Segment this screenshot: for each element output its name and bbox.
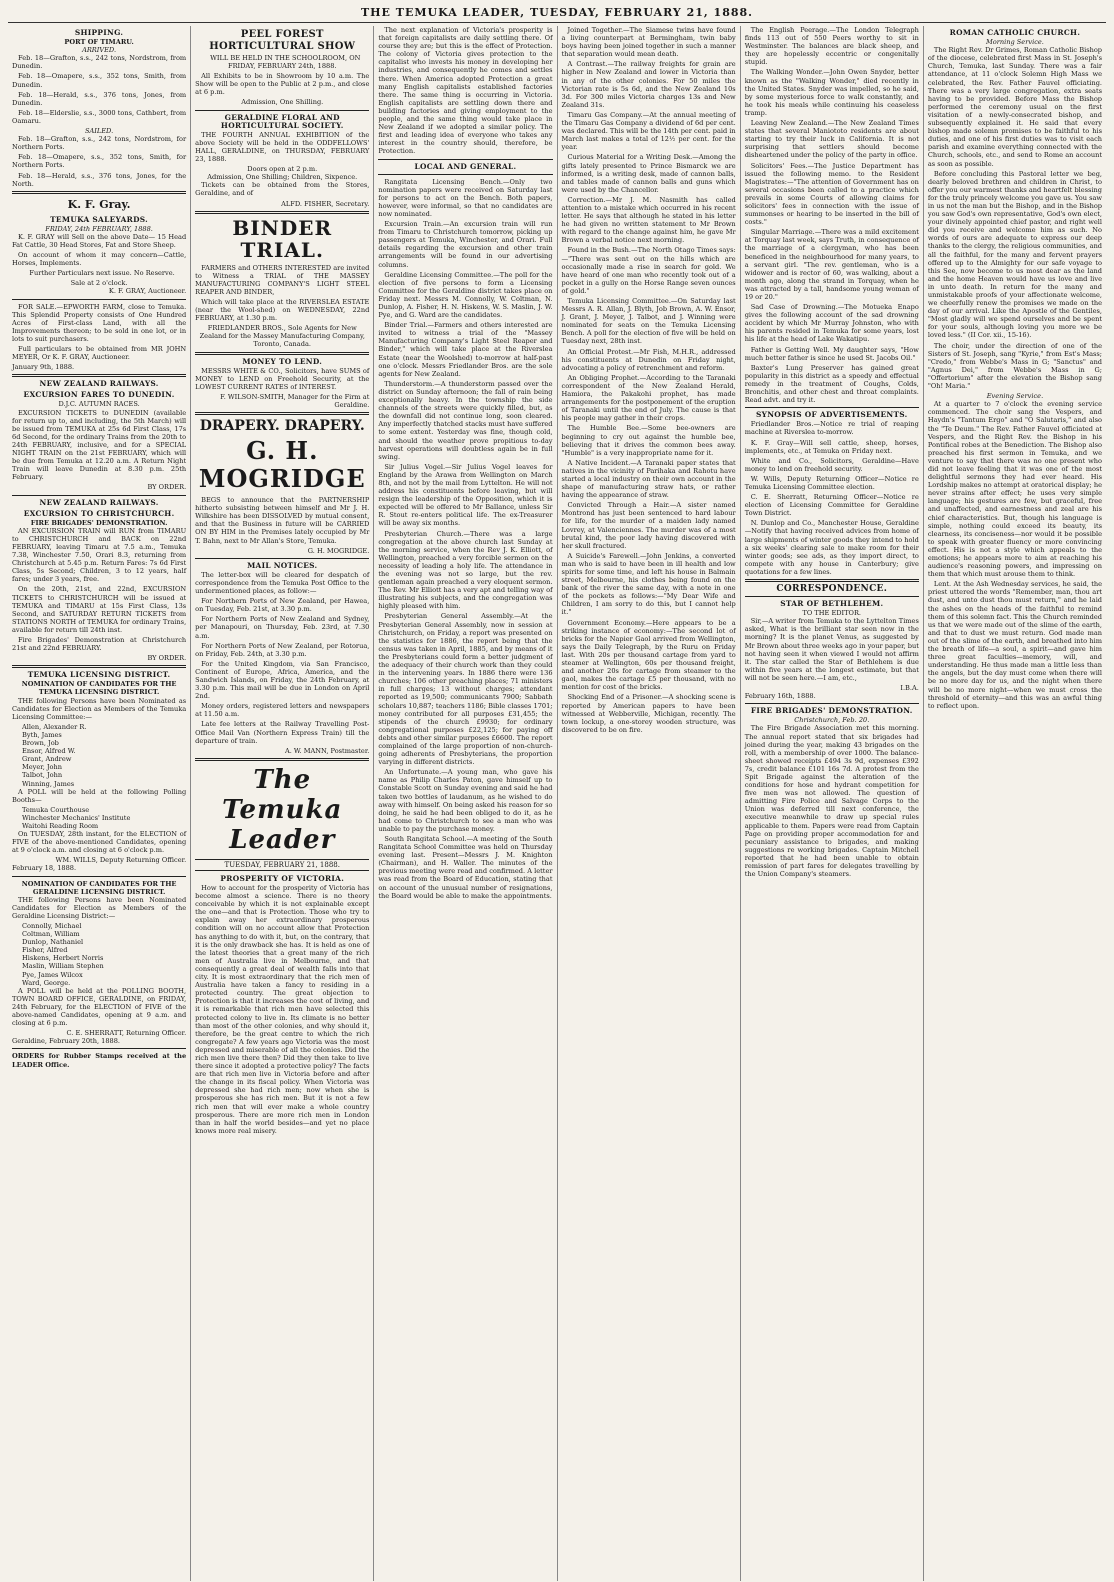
arrival-1: Feb. 18—Grafton, s.s., 242 tons, Nordstrom, from Dunedin. — [12, 54, 187, 71]
arrival-2: Feb. 18—Omapere, s.s., 352 tons, Smith, from Dunedin. — [12, 72, 187, 89]
poll-2-signature: C. E. SHERRATT, Returning Officer. — [66, 1029, 187, 1038]
peel-admission: Admission, One Shilling. — [241, 98, 324, 107]
star-date: February 16th, 1888. — [744, 692, 816, 701]
for-sale-date: January 9th, 1888. — [12, 363, 75, 372]
geraldine-signature: ALFD. FISHER, Secretary. — [281, 199, 370, 208]
news-item-19: Solicitors' Fees.—The Justice Department has issued the following memo. to the Resident Magistrates:—"The attention of Government has on several occasions been called to a practice which prevails in some Courts of allowing claims for solicitors' fees in connection with the issue of summonses or hearing to be inserted in the bill of costs." — [744, 161, 919, 227]
poll-text-2: On TUESDAY, 28th instant, for the ELECTION of FIVE of the above-mentioned Candidates, opening at 9 o'clock a.m. and closing at 6 o'clock p.m. — [12, 830, 187, 855]
fire-text: The Fire Brigade Association met this morning. The annual report stated that six brigades had joined during the year, making 43 brigades on the roll, with a membership of over 1000. The balance-sheet showed receipts £494 3s 9d, expenses £392 7s, credit balance £101 16s 7d. A protest from the Spit Brigade against the alteration of the conditions for hose and hydrant competition for five men was not allowed. The question of admitting Fire Police and Salvage Corps to the Union was deferred till next conference, the executive meanwhile to draw up special rules applicable to them. Papers were read from Captain Page on providing proper accommodation for and pecuniary assistance to brigades, and making suggestions re working brigades. Captain Mitchell reported that he had been unable to obtain remission of part fares for delegates travelling by the Union Company's steamers. — [744, 724, 919, 879]
local-item-6: Sir Julius Vogel.—Sir Julius Vogel leaves for England by the Arawa from Wellington on March 8th, and not by the mail from Lyttelton. He will not address his constituents before leaving, but will resign the leadership of the Opposition, which it is expected will be offered to Mr Ballance, unless Sir R. Stout re-enters political life. The ex-Treasurer will be away six months. — [378, 462, 553, 528]
columns — [8, 26, 1106, 1581]
geraldine-admission: Admission, One Shilling; Children, Sixpence. — [207, 173, 358, 182]
orders-notice: ORDERS for Rubber Stamps received at the LEADER Office. — [12, 1052, 187, 1069]
news-item-18: Leaving New Zealand.—The New Zealand Times states that several Maniototo residents are about starting to try their luck in California. It is not surprising that settlers should become disheartened under the policy of the party in office. — [744, 119, 919, 160]
geraldine-doors: Doors open at 2 p.m. — [247, 165, 318, 174]
column-3 — [374, 26, 557, 1581]
local-item-1: Rangitata Licensing Bench.—Only two nomination papers were received on Saturday last for persons to act on the Bench. Both papers, however, were informal, so that no candidates are now nominated. — [378, 177, 553, 218]
poll-text: A POLL will be held at the following Polling Booths— — [12, 787, 187, 804]
news-item-22: Father is Getting Well. My daughter says, "How much better father is since he used St. Jacobs Oil." — [744, 345, 919, 362]
news-item-21: Sad Case of Drowning.—The Motueka Enapo gives the following account of the sad drowning accident by which Mr Murray Johnston, who with his parents resided in Temuka for some years, lost his life at the head of Lake Wakatipu. — [744, 303, 919, 344]
list-item: Winchester Mechanics' Institute — [22, 813, 131, 822]
money-heading: MONEY TO LEND. — [242, 356, 323, 366]
list-item: Ward, George. — [22, 978, 71, 987]
binder-signature: FRIEDLANDER BROS., Sole Agents for New Zealand for the Massey Manufacturing Company, Toronto, Canada. — [199, 324, 365, 349]
railways-heading-2: NEW ZEALAND RAILWAYS. — [39, 497, 159, 507]
shipping-heading: SHIPPING. — [74, 28, 124, 37]
synopsis-4: W. Wills, Deputy Returning Officer—Notice re Temuka Licensing Committee election. — [744, 474, 919, 491]
mail-signature: A. W. MANN, Postmaster. — [284, 746, 370, 755]
excursion-order: BY ORDER. — [147, 483, 187, 492]
djc-heading: D.J.C. AUTUMN RACES. — [58, 400, 140, 409]
money-signature: F. WILSON-SMITH, Manager for the Firm at Geraldine. — [220, 392, 370, 409]
star-signature: I.B.A. — [900, 684, 919, 693]
gray-text-3: Further Particulars next issue. No Reserve. — [29, 269, 175, 278]
news-item-8: An Official Protest.—Mr Fish, M.H.R., addressed his constituents at Dunedin on Friday night, advocating a policy of retrenchment and reform. — [561, 347, 736, 372]
news-item-14: Government Economy.—Here appears to be a striking instance of economy:—The second lot of bricks for the Napier Gaol arrived from Wellington, says the Daily Telegraph, by the Ruru on Friday last. With 20s per thousand cartage from yard to steamer at Wellington, 60s per thousand freight, and another 20s for cartage from steamer to the gaol, makes the cartage £5 per thousand, with no mention for cost of the bricks. — [561, 618, 736, 692]
list-item: Coltman, William — [22, 930, 80, 939]
local-item-10: South Rangitata School.—A meeting of the South Rangitata School Committee was held on Thursday evening last. Present—Messrs J. M. Knighton (Chairman), and H. Waller. The minutes of the previous meeting were read and confirmed. A letter was read from the Board of Education, stating that on account of the unusual number of resignations, the Board would be able to make the appointments. — [378, 835, 553, 900]
sailing-2: Feb. 18—Omapere, s.s., 352 tons, Smith, for Northern Ports. — [12, 153, 187, 170]
money-text: MESSRS WHITE & CO., Solicitors, have SUMS of MONEY to LEND on Freehold Security, at the LOWEST CURRENT RATES of INTEREST. — [195, 366, 370, 391]
list-item: Meyer, John — [22, 763, 63, 772]
local-item-7: Presbyterian Church.—There was a large congregation at the above church last Sunday at the morning service, when the Rev J. K. Elliott, of Wellington, preached a very forcible sermon on the necessity of leading a holy life. The attendance in the evening was not so large, but the rev. gentleman again preached a very eloquent sermon. The Rev. Mr Elliott has a very apt and telling way of illustrating his subjects, and the congregation was highly pleased with him. — [378, 529, 553, 611]
column-4 — [558, 26, 741, 1581]
to-the-editor: TO THE EDITOR. — [802, 609, 862, 618]
column-6 — [924, 26, 1106, 1581]
poll-2-text: A POLL will be held at the POLLING BOOTH, TOWN BOARD OFFICE, GERALDINE, on FRIDAY, 24th February, for the ELECTION of FIVE of the above-named Candidates, opening at 9 a.m. and closing at 6 p.m. — [12, 986, 187, 1028]
binder-text-2: Which will take place at the RIVERSLEA ESTATE (near the Wool-shed) on WEDNESDAY, 22nd FEBRUARY, at 1.30 p.m. — [195, 297, 370, 323]
news-item-20: Singular Marriage.—There was a mild excitement at Torquay last week, says Truth, in consequence of the marriage of a clergyman, who has been beneficed in the neighbourhood for many years, to a servant girl. "The rev. gentleman, who is a widower and is rector of 60, was walking, about a month ago, along the strand in Torquay, when he was attracted by a tall, handsome young woman of 19 or 20." — [744, 228, 919, 301]
morning-service-heading: Morning Service. — [986, 38, 1044, 47]
nominee-list — [12, 723, 186, 788]
port-heading: PORT OF TIMARU. — [64, 38, 134, 47]
news-item-5: Correction.—Mr J. M. Nasmith has called attention to a mistake which occurred in his recent letter. He says that although he stated in his letter he had given no written statement to Mr Brown with regard to the change against him, he gave Mr Brown a verbal notice next morning. — [561, 195, 736, 245]
mogridge-heading: G. H. MOGRIDGE — [198, 436, 366, 494]
rc-text-3: The choir, under the direction of one of the Sisters of St. Joseph, sang "Kyrie," from Est's Mass; "Credo," from Webbe's Mass in G; "Sanctus" and "Agnus Dei," from Webbe's Mass in G; "Offertorium" after the elevation the Bishop sang "Oh! Maria." — [927, 341, 1103, 391]
local-item-5: Thunderstorm.—A thunderstorm passed over the district on Sunday afternoon; the fall of rain being exceptionally heavy. In the township the side channels of the streets were quickly filled, but, as the downfall did not continue long, soon cleared. Any imperfectly thatched stacks must have suffered to some extent. Yesterday was fine, though cold, and should the weather prove propitious to-day harvest operations will doubtless again be in full swing. — [378, 379, 553, 461]
excursion-2-text-3: Fire Brigades' Demonstration at Christchurch 21st and 22nd FEBRUARY. — [12, 636, 187, 653]
column-5 — [741, 26, 924, 1581]
news-item-9: An Obliging Prophet.—According to the Taranaki correspondent of the New Zealand Herald, Hamiora, the Pakakohi prophet, has made arrangements for the postponement of the eruption of Taranaki until the end of July. The cause is that his people may gather in their crops. — [561, 373, 736, 423]
sale-date: FRIDAY, 24th FEBRUARY, 1888. — [45, 224, 153, 233]
local-general-heading: LOCAL AND GENERAL. — [414, 161, 517, 171]
mogridge-signature: G. H. MOGRIDGE. — [307, 546, 370, 555]
mail-heading: MAIL NOTICES. — [247, 560, 318, 570]
list-item: Connolly, Michael — [22, 922, 82, 930]
synopsis-heading: SYNOPSIS OF ADVERTISEMENTS. — [756, 410, 908, 420]
list-item: Byth, James — [22, 730, 62, 739]
excursion-dunedin-heading: EXCURSION FARES TO DUNEDIN. — [23, 390, 175, 400]
correspondence-heading: CORRESPONDENCE. — [776, 584, 888, 594]
list-item: Talbot, John — [22, 771, 63, 780]
masthead: THE TEMUKA LEADER, TUESDAY, FEBRUARY 21, 1888. — [8, 6, 1106, 23]
news-item-4: Curious Material for a Writing Desk.—Among the gifts lately presented to Prince Bismarck we are informed, is a writing desk, made of cannon balls, and tables made of cannon balls and guns which were used by the Chancellor. — [561, 153, 736, 194]
leader-date: TUESDAY, FEBRUARY 21, 1888. — [195, 859, 369, 871]
excursion-christchurch-heading: EXCURSION TO CHRISTCHURCH. — [23, 508, 175, 518]
list-item: Pye, James Wilcox — [22, 970, 83, 979]
nominee-list-2 — [12, 922, 186, 987]
mail-text-6: Money orders, registered letters and newspapers at 11.50 a.m. — [195, 702, 370, 719]
news-item-2: A Contrast.—The railway freights for grain are higher in New Zealand and lower in Victoria than in any of the other colonies. For 50 miles the Victorian rate is 5s 6d, and the New Zealand 10s 3d. For 300 miles Victoria charges 13s and New Zealand 31s. — [561, 60, 736, 109]
list-item: Waitohi Reading Room — [22, 821, 99, 830]
list-item: Fisher, Alfred — [22, 946, 68, 955]
arrived-label: ARRIVED. — [82, 46, 117, 55]
peel-text-2: All Exhibits to be in Showroom by 10 a.m. The Show will be open to the Public at 2 p.m., and close at 6 p.m. — [195, 72, 370, 97]
news-item-16: The English Peerage.—The London Telegraph finds 113 out of 550 Peers worthy to sit in Westminster. The balances are black sheep, and they are hopelessly eccentric or congenitally stupid. — [744, 26, 919, 67]
list-item: Dunlop, Nathaniel — [22, 938, 84, 947]
synopsis-6: N. Dunlop and Co., Manchester House, Geraldine—Notify that having received advices from home of large shipments of winter goods they intend to hold a six weeks' clearing sale to make room for their winter goods; see ads, as they import direct, to compete with any house in Canterbury; give quotations for a few lines. — [744, 519, 919, 576]
rc-text-4: At a quarter to 7 o'clock the evening service commenced. The choir sang the Vespers, and Haydn's "Tantum Ergo" and "O Salutaris," and also the "Te Deum." The Rev. Father Fauvel officiated at Vespers, and the Right Rev. the Bishop in his Pontifical robes at the Benediction. The Bishop also preached his first sermon in Temuka, and we venture to say that there was no one present who did not leave feeling that it was one of the most delightful sermons they had ever heard. His Lordship makes no attempt at oratorical display; he never strains after effect; he uses very simple language; his gestures are few, but graceful, free and unaffected, and earnestness and zeal are his chief characteristics. But, though his language is simple, nothing could exceed its beauty, its clearness, its conciseness—nor would it be possible to speak with greater fluency or more convincing effect. His is not a style which appeals to the emotions; he appears more to aim at reaching his audience's reasoning powers, and impressing on them that which must arouse them to think. — [927, 400, 1103, 579]
licensing-heading: TEMUKA LICENSING DISTRICT. — [27, 670, 171, 680]
news-item-15: Shocking End of a Prisoner.—A shocking scene is reported by American papers to have been witnessed at Webberville, Michigan, recently. The town lockup, a one-storey wooden structure, was discovered to be on fire. — [561, 693, 736, 734]
peel-forest-heading: PEEL FOREST HORTICULTURAL SHOW — [209, 29, 356, 52]
news-item-11: A Native Incident.—A Taranaki paper states that natives in the vicinity of Parihaka and Rahotu have started a local industry on their own account in the shape of manufacturing straw hats, or rather having the appearance of straw. — [561, 458, 736, 500]
news-item-12: Convicted Through a Hair.—A sister named Montrond has just been sentenced to hard labour for life, for the murder of a maiden lady named Lovrey, at Valenciennes. The murder was of a most brutal kind, the poor lady having discovered with her skull fractured. — [561, 501, 736, 550]
binder-text: FARMERS and OTHERS INTERESTED are invited to Witness a TRIAL of THE MASSEY MANUFACTURING COMPANY'S LIGHT STEEL REAPER AND BINDER, — [195, 263, 370, 296]
list-item: Winning, James — [22, 779, 75, 788]
excursion-2-text-2: On the 20th, 21st, and 22nd, EXCURSION TICKETS to CHRISTCHURCH will be issued at TEMUKA and TIMARU at 15s First Class, 13s Second, and SATURDAY RETURN TICKETS from STATIONS NORTH of TEMUKA for ordinary Trains, available for return till 24th inst. — [12, 585, 187, 634]
news-item-1: Joined Together.—The Siamese twins have found a living counterpart at Bermingham, twin baby boys having been joined together in such a manner that separation would mean death. — [561, 26, 736, 59]
synopsis-2: K. F. Gray—Will sell cattle, sheep, horses, implements, etc., at Temuka on Friday next. — [744, 438, 919, 455]
mail-text-4: For Northern Ports of New Zealand, per Rotorua, on Friday, Feb. 24th, at 3.30 p.m. — [195, 641, 370, 658]
for-sale-text: FOR SALE.—EPWORTH FARM, close to Temuka. This Splendid Property consists of One Hundred Acres of First-class Land, with all the Improvements thereon; to be sold in one lot, or in lots to suit purchasers. — [12, 302, 187, 343]
news-item-13: A Suicide's Farewell.—John Jenkins, a converted man who is said to have been in ill health and low spirits for some time, and left his house in Balmain street, Melbourne, his clothes being found on the bank of the river the same day, with a note in one of the pockets as follows:—"My Dear Wife and Children, I am sorry to do this, but I cannot help it." — [561, 551, 736, 617]
star-heading: STAR OF BETHLEHEM. — [780, 599, 884, 609]
excursion-2-order: BY ORDER. — [147, 654, 187, 663]
arrival-4: Feb. 18—Elderslie, s.s., 3000 tons, Cathbert, from Oamaru. — [12, 108, 187, 125]
fire-brigades-heading: FIRE BRIGADES' DEMONSTRATION. — [750, 706, 913, 716]
local-item-4: Binder Trial.—Farmers and others interested are invited to witness a trial of the "Massey Manufacturing Company's Light Steel Reaper and Binder," which will take place at the Riversleа Estate (near the Woolshed) to-morrow at half-past one o'clock. Messrs Friedlander Bros. are the sole agents for New Zealand. — [378, 321, 553, 378]
list-item: Temuka Courthouse — [22, 805, 90, 814]
fire-demo-heading: FIRE BRIGADES' DEMONSTRATION. — [30, 518, 168, 527]
column-2 — [191, 26, 374, 1581]
poll-date: February 18, 1888. — [12, 864, 77, 873]
saleyards-heading: TEMUKA SALEYARDS. — [50, 214, 149, 224]
mail-text-2: For Northern Ports of New Zealand, per Hawea, on Tuesday, Feb. 21st, at 3.30 p.m. — [195, 597, 370, 614]
rc-text-1: The Right Rev. Dr Grimes, Roman Catholic Bishop of the diocese, celebrated first Mass in St. Joseph's Church, Temuka, last Sunday. There was a fair attendance, at 11 o'clock Solemn High Mass we celebrated, the Rev. Father Fauvel officiating. There was a very large congregation, extra seats having to be provided. Before Mass the Bishop performed the ceremony usual on the first visitation of a newly-consecrated bishop, and subsequently explained it. He said that every bishop made solemn promises to be faithful to his duties, and one of his first duties was to visit each parish and examine everything connected with the Church, schools, etc., and send to Rome an account as soon as possible. — [927, 46, 1103, 168]
nomination-heading: NOMINATION OF CANDIDATES FOR THE TEMUKA LICENSING DISTRICT. — [21, 680, 177, 697]
star-letter: Sir,—A writer from Temuka to the Lyttelton Times asked, What is the brilliant star seen now in the morning? It is the planet Venus, as suggested by Mr Brown about three weeks ago in your paper, but not having seen it when viewed I would not affirm it. The star called the Star of Bethlehem is due within five years at the longest estimate, but that will not be seen here.—I am, etc., — [744, 617, 919, 682]
excursion-2-text: AN EXCURSION TRAIN will RUN from TIMARU to CHRISTCHURCH and BACK on 22nd FEBRUARY, leaving Timaru at 7.5 a.m., Temuka 7.38, Winchester 7.50, Orari 8.3, returning from Christchurch at 5.45 p.m. Return Fares: 7s 6d First Class, 5s Second; Children, 3 to 12 years, half fares; under 3 years, free. — [12, 526, 187, 584]
gray-signature: K. F. GRAY, Auctioneer. — [108, 287, 187, 296]
synopsis-1: Friedlander Bros.—Notice re trial of reaping machine at Riverslea to-morrow. — [744, 420, 919, 437]
rc-text-5: Lent. At the Ash Wednesday services, he said, the priest uttered the words "Remember, man, thou art dust, and unto dust thou must return," and he laid the ashes on the heads of the faithful to remind them of this solemn fact. This the Church reminded us that we were made out of the slime of the earth, and that to dust we must return. God made man out of the slime of the earth, and breathed into him the breath of life—a soul, a spirit—and gave him three great faculties—memory, will, and understanding. He thus made man a little less than the angels, but the day must come when there will be no more day for us, and the night when there will be no more night—when we must cross the threshold of eternity—and this was an awful thing to reflect upon. — [927, 580, 1103, 710]
mogridge-text: BEGS to announce that the PARTNERSHIP hitherto subsisting between himself and Mr J. H. Wilkshire has been DISSOLVED by mutual consent, and that the Business in future will be CARRIED ON BY HIM in the Premises lately occupied by Mr T. Bahn, next to Mr Allan's Store, Temuka. — [195, 496, 370, 545]
editorial-continued: The next explanation of Victoria's prosperity is that foreign capitalists are daily settling there. Of course they are; but this is the effect of Protection. The colony of Victoria gives protection to the capitalist who invests his money in developing her industries, and consequently he comes and settles there. When America adopted Protection a great many English capitalists established factories there. The same thing is occurring in Victoria. English capitalists are settling down there and building factories and giving employment to the people, and the same thing would take place in New Zealand if we adopted a similar policy. The first and leading idea of everyone who takes any interest in the country should, therefore, be Protection. — [378, 26, 553, 156]
binder-trial-heading: BINDER TRIAL. — [232, 215, 333, 262]
drapery-heading: DRAPERY. DRAPERY. — [199, 418, 365, 435]
mail-text-7: Late fee letters at the Railway Travelling Post-Office Mail Van (Northern Express Train) till the departure of train. — [195, 720, 370, 745]
arrival-3: Feb. 18—Herald, s.s., 376 tons, Jones, from Dunedin. — [12, 90, 187, 107]
railways-heading: NEW ZEALAND RAILWAYS. — [39, 379, 159, 389]
news-item-3: Timaru Gas Company.—At the annual meeting of the Timaru Gas Company a dividend of 6d per cent. was declared. This will be the 14th per cent. paid in March last makes a total of 12½ per cent. for the year. — [561, 110, 736, 152]
mail-text-5: For the United Kingdom, via San Francisco, Continent of Europe, Africa, America, and the Sandwich Islands, on Friday, the 24th February, at 3.30 p.m. This mail will be due in London on April 2nd. — [195, 659, 370, 701]
local-item-9: An Unfortunate.—A young man, who gave his name as Philip Charles Paton, gave himself up to Constable Scott on Sunday evening and said he had taken two bottles of laudanum, as he wished to do away with himself. On being asked his reason for so doing, he said he had been obliged to do it, as he had come to Christchurch to see a man who was unable to pay the purchase money. — [378, 768, 553, 833]
local-item-3: Geraldine Licensing Committee.—The poll for the election of five persons to form a Licensing Committee for the Geraldine district takes place on Friday next. Messrs M. Connolly, W. Coltman, N. Dunlop, A. Fisher, H. N. Hiskens, W. S. Maslin, J. W. Pye, and G. Ward are the candidates. — [378, 270, 553, 320]
gray-text: K. F. GRAY will Sell on the above Date— 15 Head Fat Cattle, 30 Head Stores, Fat and Store Sheep. — [12, 232, 187, 249]
news-item-6: Found in the Bush.—The North Otago Times says:—"There was sent out on the hills which are occasionally made a rise in search for gold. We have heard of one man who recently took out of a pocket in a gully on the Horse Range seven ounces of gold." — [561, 246, 736, 295]
geraldine-tickets: Tickets can be obtained from the Stores, Geraldine, and of — [195, 181, 370, 198]
news-item-17: The Walking Wonder.—John Owen Snyder, better known as the "Walking Wonder," died recently in the United States. Snyder was impelled, so he said, by some mysterious force to walk constantly, and he took his meals while continuing his ceaseless tramp. — [744, 68, 919, 117]
fire-dateline: Christchurch, Feb. 20. — [794, 716, 870, 725]
mail-text-3: For Northern Ports of New Zealand and Sydney, per Manapouri, on Thursday, Feb. 23rd, at 7.30 a.m. — [195, 615, 370, 640]
synopsis-3: White and Co., Solicitors, Geraldine—Have money to lend on freehold security. — [744, 456, 919, 473]
list-item: Hiskens, Herbert Norris — [22, 954, 104, 963]
column-1 — [8, 26, 191, 1581]
sailed-label: SAILED. — [84, 127, 114, 136]
local-item-8: Presbyterian General Assembly.—At the Presbyterian General Assembly, now in session at Christchurch, on Friday, a report was presented on the statistics for 1886, the report being that the census was taken in April, 1885, and by means of it the Presbyterians could form a better judgment of the adequacy of their church work than they could in the intervening years. In 1886 there were 136 churches; 106 other preaching places; 71 ministers in full charges; 13 without charges; attendant reported as 19,500; communicants 7900; Sabbath scholars 10,887; teachers 1186; Bible classes 1701; money contributed for all purposes £31,455; the stipends of the church £9930; for ordinary congregational purposes £22,125; for paying off debts and other similar purposes £6600. The report complained of the large proportion of non-church-going adherents of Presbyterians, the proportion varying in different districts. — [378, 612, 553, 767]
poll-2-date: Geraldine, February 20th, 1888. — [12, 1037, 121, 1046]
evening-service-heading: Evening Service. — [986, 392, 1044, 401]
mail-text: The letter-box will be cleared for despatch of correspondence from the Temuka Post Office to the undermentioned places, as follow:— — [195, 570, 370, 596]
sailing-1: Feb. 18—Grafton, s.s., 242 tons, Nordstrom, for Northern Ports. — [12, 135, 187, 152]
synopsis-5: C. E. Sherratt, Returning Officer—Notice re election of Licensing Committee for Geraldine Town District. — [744, 493, 919, 518]
geraldine-text: THE FOURTH ANNUAL EXHIBITION of the above Society will be held in the ODDFELLOWS' HALL, GERALDINE, on THURSDAY, FEBRUARY 23, 1888. — [195, 130, 370, 164]
news-item-10: The Humble Bee.—Some bee-owners are beginning to cry out against the humble bee, believing that it drives the common bees away. "Humble" is a very inappropriate name for it. — [561, 424, 736, 457]
booth-list — [12, 806, 186, 830]
rc-church-heading: ROMAN CATHOLIC CHURCH. — [949, 28, 1081, 37]
for-sale-text-2: Full particulars to be obtained from MR JOHN MEYER, Or K. F. GRAY, Auctioneer. — [12, 345, 187, 362]
excursion-text: EXCURSION TICKETS to DUNEDIN (available for return up to, and including, the 5th March) will be issued from TEMUKA at 25s 6d First Class, 17s 6d Second, for the ordinary Trains from the 20th to 24th FEBRUARY, inclusive, and for a SPECIAL NIGHT TRAIN on the 21st FEBRUARY, which will be due from Temuka at 12.20 a.m. A Return Night Train will leave Dunedin at 8.30 p.m. 25th February. — [12, 408, 187, 482]
peel-text: WILL BE HELD IN THE SCHOOLROOM, ON FRIDAY, FEBRUARY 24th, 1888. — [210, 54, 361, 71]
gray-text-2: On account of whom it may concern—Cattle, Horses, Implements. — [12, 251, 187, 268]
rc-text-2: Before concluding this Pastoral letter we beg, dearly beloved brethren and children in Christ, to offer you our warmest thanks and heartfelt blessing for the truly princely welcome you gave us. You saw in us not the man but the Bishop, and in the Bishop you saw God's own representative, God's own elect, your divinely appointed chief pastor, and right well did you receive and welcome him as such. No words of ours are adequate to express our deep thanks to the clergy, the religious communities, and all the faithful, for the many and fervent prayers offered up to the Almighty for our safe voyage to this See, now become to us most dear as the land and the home Heaven would have us love and live in unto death. In return for the many and unmistakable proofs of your affectionate welcome, we cheerfully renew the promises we made on the day of our arrival. Like the Apostle of the Gentiles, "Most gladly will we spend ourselves and be spent for your souls, although loving you more we be loved less." (II Cor. xii., 15-16). — [927, 169, 1103, 340]
nomination-2-text: THE following Persons have been Nominated Candidates for Election as Members of the Geraldine Licensing District:— — [12, 895, 187, 920]
poll-signature: WM. WILLS, Deputy Returning Officer. — [55, 856, 187, 865]
leader-title: The Temuka Leader — [222, 764, 343, 855]
list-item: Maslin, William Stephen — [22, 962, 104, 971]
news-item-7: Temuka Licensing Committee.—On Saturday last Messrs A. R. Allan, J. Blyth, Job Brown, A. W. Ensor, J. Grant, J. Meyer, J. Talbot, and J. Winning were nominated for seats on the Temuka Licensing Bench. A poll for the election of five will be held on Tuesday next, 28th inst. — [561, 297, 736, 346]
gray-heading: K. F. Gray. — [67, 197, 131, 211]
list-item: Brown, Job — [22, 739, 59, 748]
list-item: Ensor, Alfred W. — [22, 747, 76, 756]
geraldine-floral-heading: GERALDINE FLORAL AND HORTICULTURAL SOCIETY. — [220, 112, 344, 130]
gray-sale-time: Sale at 2 o'clock. — [70, 279, 128, 288]
list-item: Allen, Alexander R. — [22, 722, 87, 731]
local-item-2: Excursion Train.—An excursion train will run from Timaru to Christchurch tomorrow, picking up passengers at Temuka, Winchester, and Orari. Full details regarding the excursion and other train arrangements will be found in our advertising columns. — [378, 220, 553, 269]
prosperity-heading: PROSPERITY OF VICTORIA. — [220, 873, 345, 883]
list-item: Grant, Andrew — [22, 755, 72, 764]
news-item-23: Baxter's Lung Preserver has gained great popularity in this district as a speedy and effectual remedy in the treatment of Coughs, Colds, Bronchitis, and other chest and throat complaints. Read advt. and try it. — [744, 363, 919, 405]
nomination-2-heading: NOMINATION OF CANDIDATES FOR THE GERALDINE LICENSING DISTRICT. — [21, 879, 177, 896]
prosperity-text: How to account for the prosperity of Victoria has become almost a science. There is no theory conceivable by which it is not explainable except the one—and that is Protection. Those who try to explain away her extraordinary prosperous condition will on no account allow that Protection has anything to do with it, but, on the contrary, that it is the only drawback she has. It is held as one of the latest theories that a great many of the rich men of Australia live in Melbourne, and that consequently a great deal of wealth falls into that city. It is most extraordinary that the rich men of Australia have taken a fancy to residing in a protected country. The great objection to Protection is that it increases the cost of living, and it is remarkable that rich men have selected this protected colony to live in. Its climate is no better than most of the other colonies, and why should it, therefore, be the great centre to which the rich congregate? A few years ago Victoria was the most depressed and miserable of all the colonies. Did the rich men live there then? Did they then take to live there since it adopted a protective policy? The facts are that rich men live in Victoria before and after the change in its fiscal policy. When Victoria was depressed she had rich men; now when she is prosperous she has rich men. But it is not a few rich men that will ever make a whole country prosperous. There are more rich men in London than in half the world besides—and yet no place knows more real misery. — [195, 884, 370, 1135]
nomination-text: THE following Persons have been Nominated as Candidates for Election as Members of the Temuka Licensing Committee:— — [12, 696, 187, 721]
sailing-3: Feb. 18—Herald, s.s., 376 tons, Jones, for the North. — [12, 171, 187, 188]
